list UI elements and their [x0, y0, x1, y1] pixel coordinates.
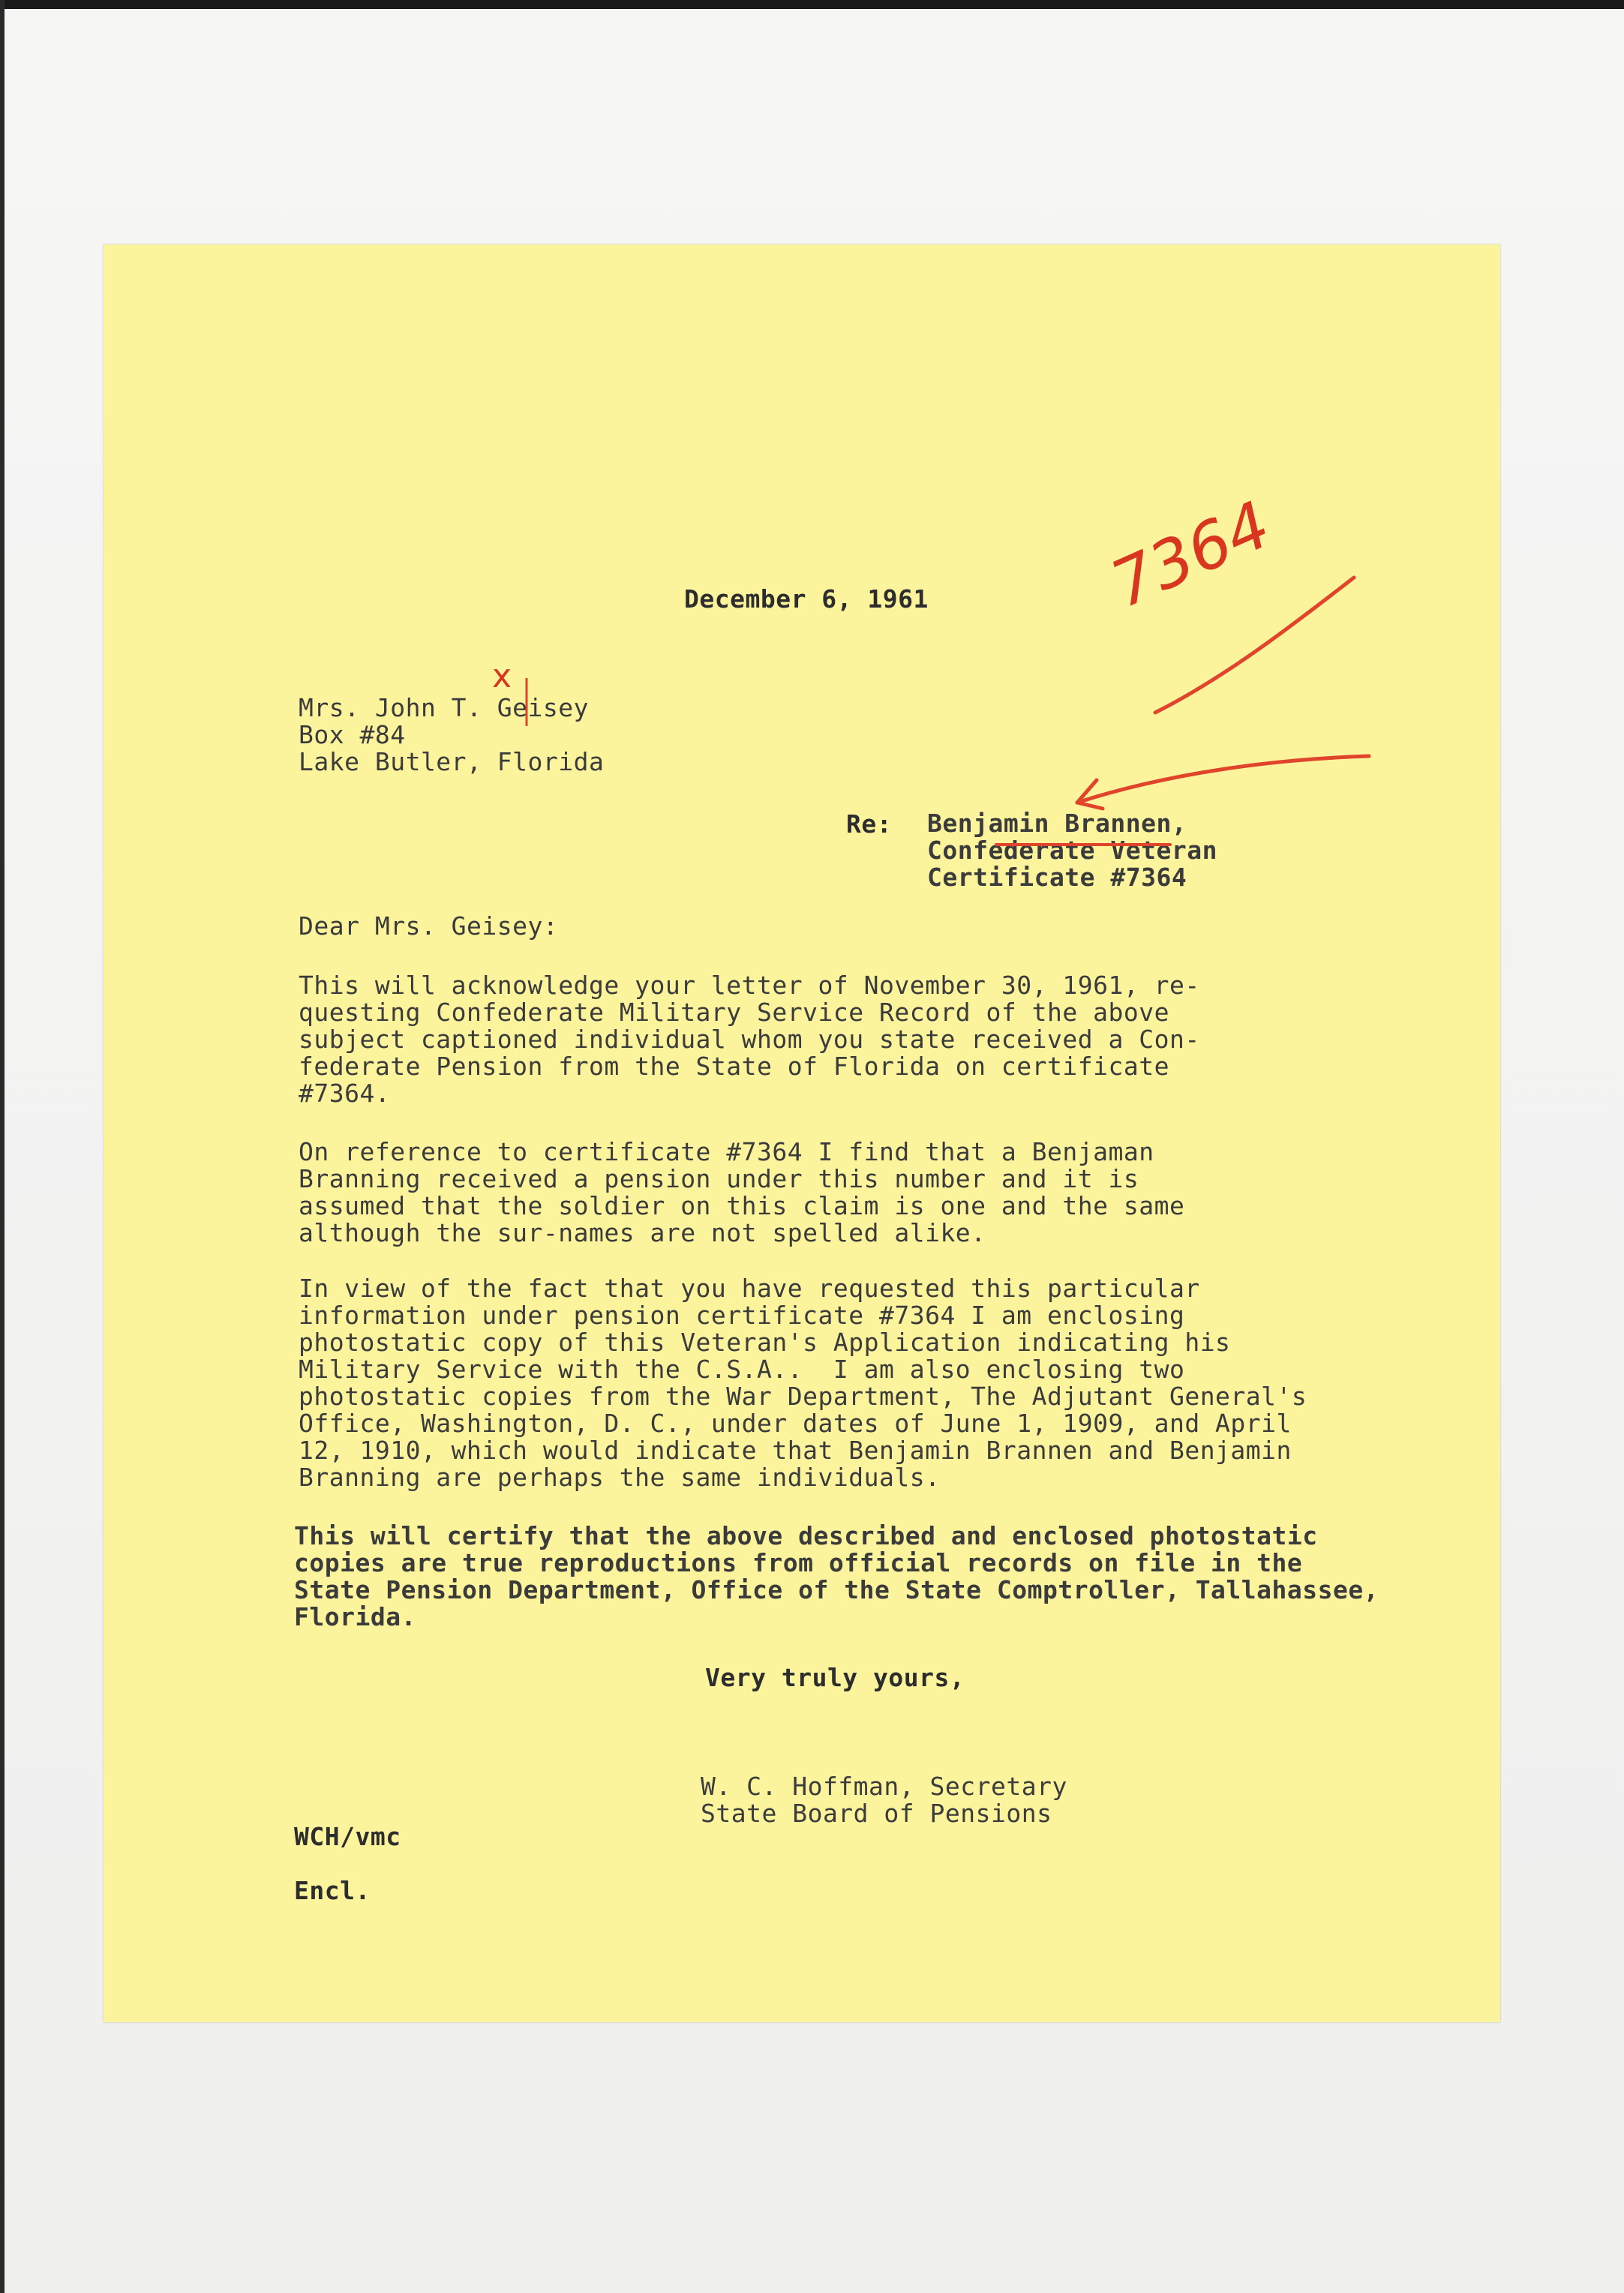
signer-name: W. C. Hoffman, Secretary	[701, 1772, 1067, 1801]
typist-initials: WCH/vmc	[294, 1822, 401, 1851]
handwritten-certificate-number: 7364	[1100, 487, 1281, 623]
closing: Very truly yours,	[705, 1663, 965, 1692]
paragraph-line: information under pension certificate #7364 I am enclosing	[299, 1301, 1185, 1330]
signature-block	[701, 1773, 1067, 1827]
paragraph-line: Branning received a pension under this number and it is	[299, 1164, 1139, 1193]
paragraph-line: photostatic copy of this Veteran's Application indicating his	[299, 1328, 1231, 1357]
paragraph-line: #7364.	[299, 1079, 391, 1108]
paragraph-line: Office, Washington, D. C., under dates of June 1, 1909, and April	[299, 1409, 1292, 1438]
paragraph-line: assumed that the soldier on this claim is one and the same	[299, 1191, 1185, 1220]
re-subject	[927, 810, 1217, 891]
salutation: Dear Mrs. Geisey:	[299, 911, 559, 941]
re-subject-certificate: Certificate #7364	[927, 863, 1187, 892]
letter-date: December 6, 1961	[684, 584, 929, 614]
paragraph-2	[299, 1139, 1184, 1247]
signer-office: State Board of Pensions	[701, 1799, 1052, 1828]
paragraph-line: questing Confederate Military Service Record of the above	[299, 998, 1169, 1027]
paragraph-line: Florida.	[294, 1602, 416, 1631]
paragraph-1	[299, 972, 1200, 1107]
scan-top-edge	[0, 0, 1624, 9]
recipient-city: Lake Butler, Florida	[299, 747, 605, 776]
paragraph-4	[294, 1523, 1379, 1631]
paragraph-line: copies are true reproductions from official records on file in the	[294, 1548, 1303, 1577]
paragraph-3	[299, 1275, 1307, 1491]
paragraph-line: In view of the fact that you have requested this particular	[299, 1274, 1200, 1303]
paragraph-line: This will certify that the above described and enclosed photostatic	[294, 1521, 1318, 1550]
recipient-name: Mrs. John T. Geisey	[299, 693, 589, 722]
paragraph-line: On reference to certificate #7364 I find that a Benjaman	[299, 1137, 1154, 1166]
paragraph-line: although the sur-names are not spelled alike.	[299, 1218, 986, 1247]
paragraph-line: Branning are perhaps the same individuals.	[299, 1463, 941, 1492]
handwritten-x-mark: x	[492, 657, 512, 695]
scan-left-edge	[0, 0, 5, 2293]
paragraph-line: federate Pension from the State of Florida on certificate	[299, 1052, 1169, 1081]
letter-paper	[104, 245, 1500, 2022]
recipient-box: Box #84	[299, 720, 406, 749]
recipient-address	[299, 695, 604, 776]
paragraph-line: photostatic copies from the War Department, The Adjutant General's	[299, 1382, 1307, 1411]
paragraph-line: subject captioned individual whom you state received a Con-	[299, 1025, 1200, 1054]
paragraph-line: Military Service with the C.S.A.. I am also enclosing two	[299, 1355, 1185, 1384]
re-subject-status: Confederate Veteran	[927, 836, 1217, 865]
paragraph-line: State Pension Department, Office of the State Comptroller, Tallahassee,	[294, 1575, 1379, 1604]
re-subject-name: Benjamin Brannen,	[927, 809, 1187, 838]
enclosure-note: Encl.	[294, 1876, 371, 1905]
paragraph-line: This will acknowledge your letter of November 30, 1961, re-	[299, 971, 1200, 1000]
re-label: Re:	[846, 809, 893, 839]
paragraph-line: 12, 1910, which would indicate that Benjamin Brannen and Benjamin	[299, 1436, 1292, 1465]
